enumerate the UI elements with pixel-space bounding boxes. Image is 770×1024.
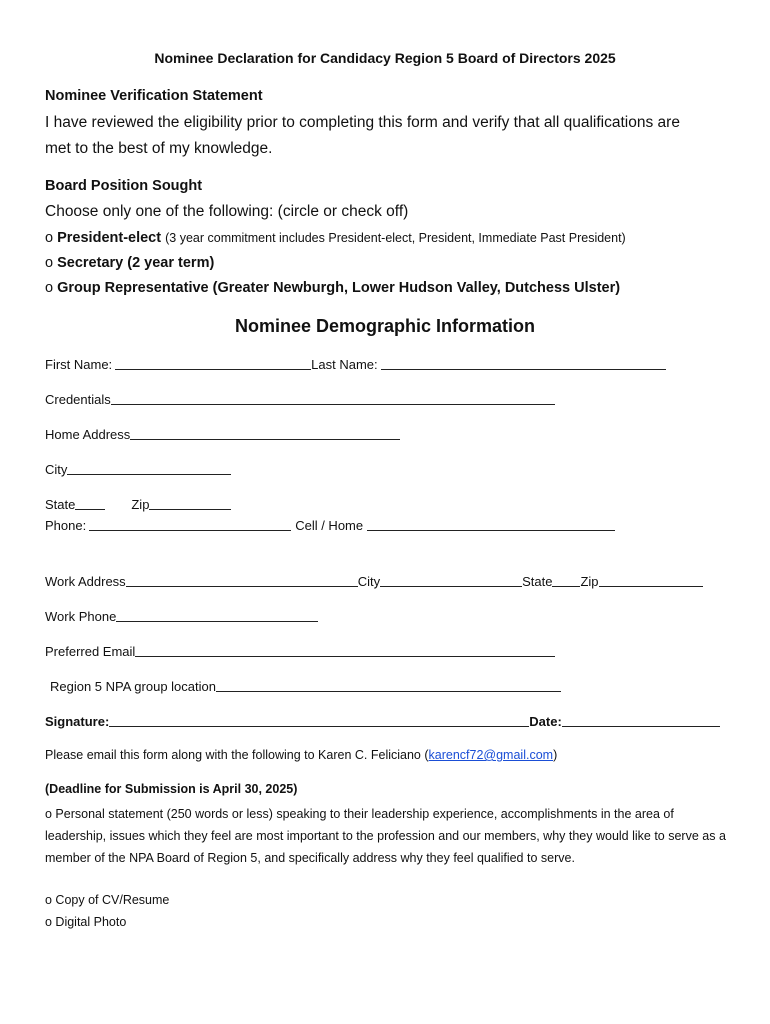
work-zip-label: Zip (580, 574, 599, 589)
zip-field[interactable] (149, 497, 231, 510)
option-label: Secretary (2 year term) (57, 255, 215, 271)
submission-item-personal-statement: o Personal statement (250 words or less) speaking to their leadership experience, accomplishments in the area of leadership, issues which they feel are most important to the profession and our members, why they would like to serve as a member of the NPA Board of Region 5, and specifically address why they feel qualified to serve. (45, 807, 726, 865)
instruction-suffix: ) (553, 748, 558, 762)
option-label: President-elect (57, 230, 162, 246)
option-bullet: o (45, 230, 54, 246)
date-field[interactable] (562, 714, 720, 727)
option-secretary[interactable] (45, 255, 214, 271)
zip-label: Zip (131, 497, 150, 512)
instruction-prefix: Please email this form along with the following to Karen C. Feliciano ( (45, 748, 429, 762)
submission-instruction (45, 748, 557, 762)
option-bullet: o (45, 280, 54, 296)
option-bullet: o (45, 255, 54, 271)
first-name-label: First Name: (45, 357, 113, 372)
verification-text-line2: met to the best of my knowledge. (45, 140, 273, 157)
position-instruction: Choose only one of the following: (circle or check off) (45, 203, 409, 220)
document-title: Nominee Declaration for Candidacy Region 5 Board of Directors 2025 (154, 50, 616, 66)
work-state-label: State (522, 574, 553, 589)
first-name-row (45, 357, 666, 372)
state-field[interactable] (75, 497, 105, 510)
work-address-row (45, 574, 703, 589)
option-note: (3 year commitment includes President-elect, President, Immediate Past President) (165, 231, 626, 245)
signature-label: Signature: (45, 714, 110, 729)
credentials-row (45, 392, 555, 407)
phone-label: Phone: (45, 518, 87, 533)
option-group-representative[interactable] (45, 280, 620, 296)
preferred-email-row (45, 644, 555, 659)
work-address-field[interactable] (126, 574, 358, 587)
work-city-field[interactable] (380, 574, 522, 587)
work-zip-field[interactable] (599, 574, 703, 587)
signature-row (45, 714, 720, 729)
city-field[interactable] (67, 462, 231, 475)
work-state-field[interactable] (552, 574, 580, 587)
work-city-label: City (357, 574, 381, 589)
work-phone-label: Work Phone (45, 609, 117, 624)
submission-item-cv: o Copy of CV/Resume (45, 893, 170, 907)
group-location-label: Region 5 NPA group location (50, 679, 216, 694)
group-location-field[interactable] (216, 679, 561, 692)
state-zip-row (45, 497, 231, 512)
preferred-email-label: Preferred Email (45, 644, 136, 659)
state-label: State (45, 497, 76, 512)
credentials-label: Credentials (45, 392, 111, 407)
first-name-field[interactable] (115, 357, 311, 370)
cell-home-field[interactable] (367, 518, 615, 531)
work-phone-field[interactable] (116, 609, 318, 622)
email-link[interactable]: karencf72@gmail.com (428, 748, 554, 762)
home-address-row (45, 427, 400, 442)
preferred-email-field[interactable] (135, 644, 555, 657)
submission-item-photo: o Digital Photo (45, 915, 127, 929)
city-label: City (45, 462, 68, 477)
deadline-text: (Deadline for Submission is April 30, 2025) (45, 782, 298, 796)
position-heading: Board Position Sought (45, 178, 203, 194)
signature-field[interactable] (109, 714, 529, 727)
home-address-label: Home Address (45, 427, 131, 442)
credentials-field[interactable] (111, 392, 555, 405)
date-label: Date: (529, 714, 562, 729)
work-phone-row (45, 609, 318, 624)
cell-home-label: Cell / Home (295, 518, 364, 533)
option-president-elect[interactable] (45, 230, 626, 246)
verification-text-line1: I have reviewed the eligibility prior to completing this form and verify that all qualifications are (45, 114, 680, 131)
phone-field[interactable] (89, 518, 291, 531)
work-address-label: Work Address (45, 574, 126, 589)
last-name-field[interactable] (381, 357, 666, 370)
phone-row (45, 518, 615, 533)
last-name-label: Last Name: (311, 357, 378, 372)
home-address-field[interactable] (130, 427, 400, 440)
group-location-row (50, 679, 561, 694)
city-row (45, 462, 231, 477)
demographics-heading: Nominee Demographic Information (234, 316, 536, 336)
option-label: Group Representative (Greater Newburgh, Lower Hudson Valley, Dutchess Ulster) (57, 280, 621, 296)
verification-heading: Nominee Verification Statement (45, 88, 263, 104)
